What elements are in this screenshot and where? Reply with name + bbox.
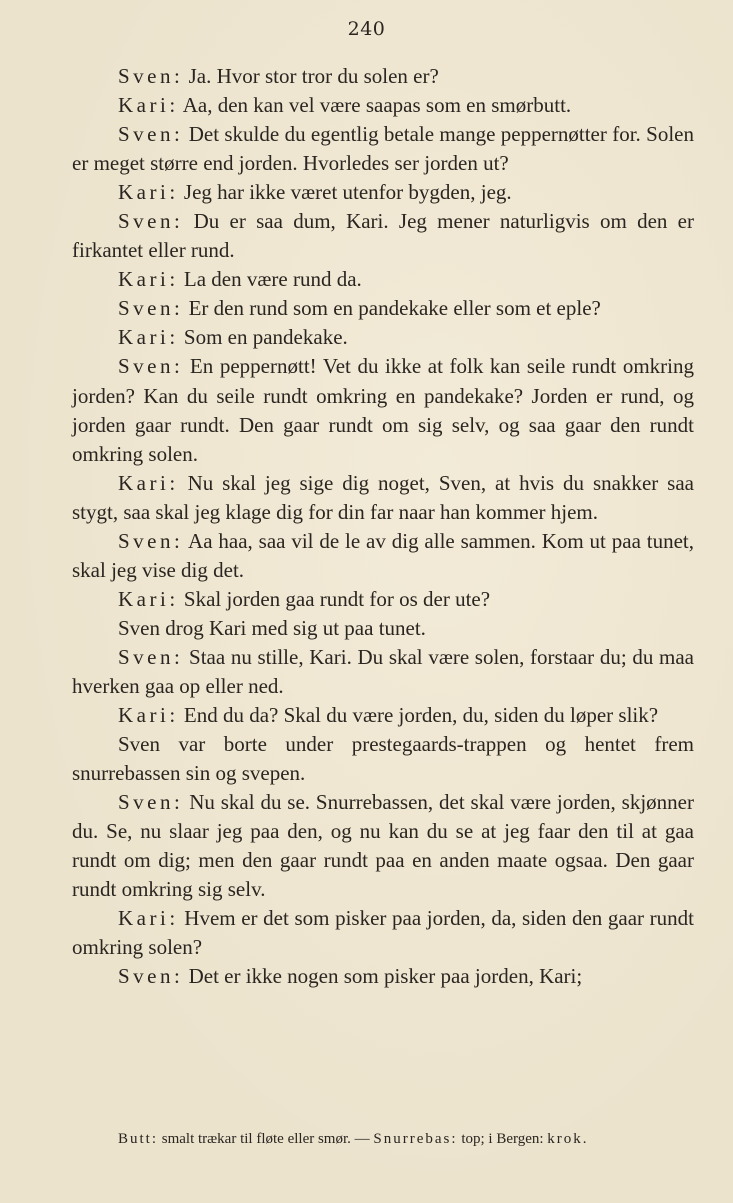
- dialogue-text: Aa haa, saa vil de le av dig alle sammen. Kom ut paa tunet, skal jeg vise dig det.: [72, 528, 694, 582]
- speaker-name: Sven:: [118, 964, 184, 989]
- dialogue-text: Du er saa dum, Kari. Jeg mener naturligvis om den er firkantet eller rund.: [72, 209, 694, 263]
- speaker-name: Sven:: [118, 790, 184, 815]
- footnote: [72, 1128, 694, 1151]
- dialogue-paragraph: [72, 585, 694, 614]
- footnote-definition: top; i Bergen:: [457, 1131, 548, 1147]
- dialogue-paragraph: [72, 352, 694, 468]
- footnote-term: Snurrebas:: [373, 1131, 458, 1147]
- speaker-name: Kari:: [118, 325, 179, 350]
- dialogue-paragraph: [72, 120, 694, 178]
- speaker-name: Kari:: [118, 267, 179, 292]
- dialogue-paragraph: [72, 178, 694, 207]
- dialogue-paragraph: [72, 265, 694, 294]
- dialogue-paragraph: [72, 904, 694, 962]
- dialogue-paragraph: [72, 62, 694, 91]
- dialogue-paragraph: [72, 207, 694, 265]
- speaker-name: Sven:: [118, 64, 184, 88]
- dialogue-paragraph: [72, 962, 694, 991]
- speaker-name: Kari:: [118, 470, 179, 495]
- dialogue-paragraph: [72, 614, 694, 643]
- speaker-name: Sven:: [118, 528, 184, 553]
- dialogue-text: Det er ikke nogen som pisker paa jorden, Kari;: [183, 964, 583, 989]
- dialogue-paragraph: [72, 294, 694, 323]
- dialogue-paragraph: [72, 469, 694, 527]
- dialogue-paragraph: [72, 730, 694, 788]
- dialogue-text: Jeg har ikke været utenfor bygden, jeg.: [178, 180, 512, 205]
- dialogue-text: Som en pandekake.: [178, 325, 348, 350]
- speaker-name: Kari:: [118, 586, 179, 611]
- dialogue-text: Ja. Hvor stor tror du solen er?: [183, 64, 439, 88]
- dialogue-paragraph: [72, 91, 694, 120]
- speaker-name: Sven:: [118, 354, 184, 379]
- footnote-definition: smalt trækar til fløte eller smør. —: [158, 1131, 374, 1147]
- dialogue-text: Hvem er det som pisker paa jorden, da, siden den gaar rundt omkring solen?: [72, 906, 694, 960]
- speaker-name: Sven:: [118, 209, 184, 234]
- body-text: [72, 62, 694, 992]
- dialogue-text: La den være rund da.: [178, 267, 362, 292]
- speaker-name: Kari:: [118, 93, 179, 118]
- speaker-name: Kari:: [118, 703, 179, 728]
- dialogue-text: Er den rund som en pandekake eller som et eple?: [183, 296, 601, 321]
- dialogue-text: En peppernøtt! Vet du ikke at folk kan seile rundt omkring jorden? Kan du seile rundt omkring en pandekake? Jorden er rund, og jorden gaar rundt. Den gaar rundt om sig selv, og saa gaar den rundt omkring solen.: [72, 354, 694, 466]
- dialogue-paragraph: [72, 643, 694, 701]
- dialogue-paragraph: [72, 323, 694, 352]
- dialogue-text: Sven var borte under prestegaards-trappen og hentet frem snurrebassen sin og svepen.: [72, 732, 694, 786]
- dialogue-paragraph: [72, 527, 694, 585]
- dialogue-text: End du da? Skal du være jorden, du, siden du løper slik?: [178, 703, 659, 728]
- dialogue-text: Staa nu stille, Kari. Du skal være solen, forstaar du; du maa hverken gaa op eller ned.: [72, 644, 694, 698]
- dialogue-text: Sven drog Kari med sig ut paa tunet.: [118, 615, 426, 640]
- page-number: 240: [347, 18, 386, 40]
- dialogue-paragraph: [72, 788, 694, 904]
- speaker-name: Sven:: [118, 296, 184, 321]
- speaker-name: Sven:: [118, 644, 184, 669]
- dialogue-text: Nu skal jeg sige dig noget, Sven, at hvis du snakker saa stygt, saa skal jeg klage dig for din far naar han kommer hjem.: [72, 470, 694, 524]
- dialogue-text: Det skulde du egentlig betale mange peppernøtter for. Solen er meget større end jorden. Hvorledes ser jorden ut?: [72, 122, 694, 176]
- dialogue-text: Skal jorden gaa rundt for os der ute?: [178, 586, 491, 611]
- speaker-name: Kari:: [118, 180, 179, 205]
- speaker-name: Sven:: [118, 122, 184, 147]
- dialogue-paragraph: [72, 701, 694, 730]
- footnote-term: Butt:: [118, 1131, 159, 1147]
- footnote-term: krok.: [547, 1131, 589, 1147]
- dialogue-text: Aa, den kan vel være saapas som en smørbutt.: [178, 93, 572, 118]
- speaker-name: Kari:: [118, 906, 179, 931]
- dialogue-text: Nu skal du se. Snurrebassen, det skal være jorden, skjønner du. Se, nu slaar jeg paa den, og nu kan du se at jeg faar den til at gaa rundt om dig; men den gaar rundt paa en anden maate ogsaa. Den gaar rundt omkring sig selv.: [72, 790, 694, 902]
